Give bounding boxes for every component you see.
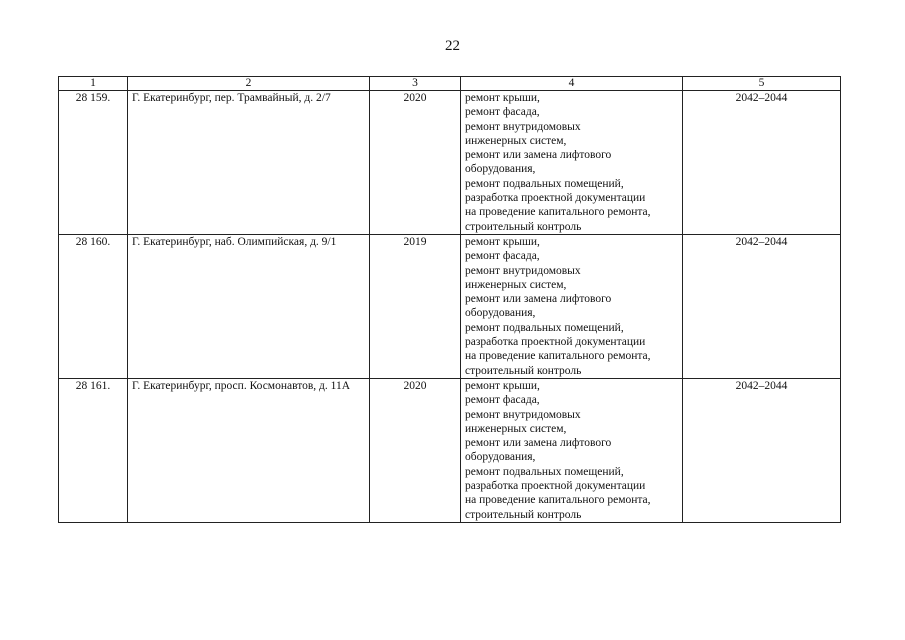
work-item: оборудования, [465, 451, 536, 464]
work-item: строительный контроль [465, 364, 582, 377]
work-item: оборудования, [465, 163, 536, 176]
work-item: ремонт подвальных помещений, [465, 177, 624, 190]
work-item: инженерных систем, [465, 134, 567, 147]
work-item: ремонт крыши, [465, 92, 540, 104]
work-item: на проведение капитального ремонта, [465, 206, 651, 219]
row-period: 2042–2044 [683, 91, 841, 235]
table-row [59, 91, 841, 235]
table-row [59, 378, 841, 522]
page-number: 22 [445, 38, 460, 54]
row-address: Г. Екатеринбург, наб. Олимпийская, д. 9/1 [128, 234, 370, 378]
work-item: разработка проектной документации [465, 192, 646, 205]
column-header-2: 2 [128, 77, 370, 91]
row-number: 28 161. [59, 378, 128, 522]
column-header-1: 1 [59, 77, 128, 91]
work-item: ремонт внутридомовых [465, 264, 581, 277]
row-number: 28 159. [59, 91, 128, 235]
row-address: Г. Екатеринбург, пер. Трамвайный, д. 2/7 [128, 91, 370, 235]
column-numbers-row [59, 77, 841, 91]
work-item: ремонт крыши, [465, 379, 540, 392]
row-year: 2020 [370, 91, 461, 235]
work-item: ремонт или замена лифтового [465, 437, 612, 450]
work-item: инженерных систем, [465, 278, 567, 291]
work-item: на проведение капитального ремонта, [465, 494, 651, 507]
work-item: ремонт внутридомовых [465, 408, 581, 421]
row-period: 2042–2044 [683, 378, 841, 522]
work-item: разработка проектной документации [465, 480, 646, 493]
row-year: 2019 [370, 234, 461, 378]
row-works [461, 234, 683, 378]
row-number: 28 160. [59, 234, 128, 378]
work-item: ремонт фасада, [465, 394, 540, 407]
work-item: ремонт внутридомовых [465, 120, 581, 133]
row-period: 2042–2044 [683, 234, 841, 378]
work-item: ремонт или замена лифтового [465, 149, 612, 162]
work-item: ремонт подвальных помещений, [465, 465, 624, 478]
work-item: разработка проектной документации [465, 336, 646, 349]
repair-schedule-table [58, 76, 841, 523]
column-header-5: 5 [683, 77, 841, 91]
work-item: оборудования, [465, 307, 536, 320]
work-item: инженерных систем, [465, 422, 567, 435]
work-item: ремонт крыши, [465, 235, 540, 248]
work-item: на проведение капитального ремонта, [465, 350, 651, 363]
work-item: ремонт фасада, [465, 106, 540, 119]
row-year: 2020 [370, 378, 461, 522]
work-item: ремонт фасада, [465, 250, 540, 263]
column-header-4: 4 [461, 77, 683, 91]
row-works [461, 91, 683, 235]
row-works [461, 378, 683, 522]
row-address: Г. Екатеринбург, просп. Космонавтов, д. 11А [128, 378, 370, 522]
table-row [59, 234, 841, 378]
work-item: ремонт или замена лифтового [465, 293, 612, 306]
work-item: строительный контроль [465, 508, 582, 521]
work-item: ремонт подвальных помещений, [465, 321, 624, 334]
column-header-3: 3 [370, 77, 461, 91]
work-item: строительный контроль [465, 220, 582, 233]
